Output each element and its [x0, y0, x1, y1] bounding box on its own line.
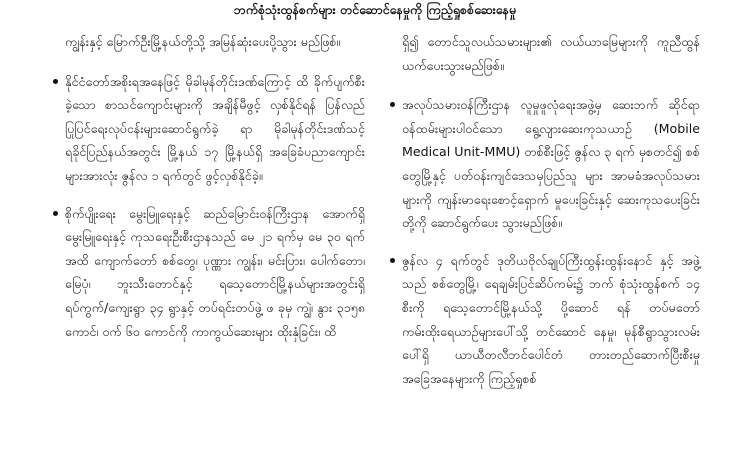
right-bullet-item — [402, 249, 700, 391]
bullet-text: ဇွန်လ ၄ ရက်တွင် ဒုတိယဗိုလ်ချုပ်ကြီးထွန်းထွန်းနောင် နှင့် အဖွဲ့သည် စစ်တွေမြို့၊ ရေချမ်းပြင်ဆိပ်ကမ်း၌ ဘက် စုံသုံးထွန်စက် ၁၄ စီးကို ရသေ့တောင်မြို့နယ်သို့ ပို့ဆောင် ရန် တပ်မတော်ကမ်းထိုးရေယာဉ်များပေါ်သို့ တင်ဆောင် နေမှု၊ မုန်စီရွာသွားလမ်းပေါ်ရှိ ယာယီတလီဘင်ပေါင်တံ တားတည်ဆောက်ပြီးစီးမှုအခြေအနေများကို ကြည့်ရှုစစ် — [402, 252, 700, 386]
bullet-text: အလုပ်သမားဝန်ကြီးဌာန လူမှုဖူလုံရေးအဖွဲ့မှ ဆေးဘက် ဆိုင်ရာဝန်ထမ်းများပါဝင်သော ရွေ့လျားဆေးကုသယာဉ် (Mobile Medical Unit-MMU) တစ်စီးဖြင့် ဇွန်လ ၃ ရက် မှစတင်၍ စစ်တွေမြို့နှင့် ပတ်ဝန်းကျင်ဒေသမှပြည်သူ များ အာမခံအလုပ်သမားများကို ကျန်းမာရေးစောင့်ရှောက် မှုပေးခြင်းနှင့် ဆေးကုသပေးခြင်းတို့ကို ဆောင်ရွက်ပေး သွားမည်ဖြစ်။ — [402, 97, 700, 231]
left-bullet-item — [65, 202, 365, 344]
right-continuation-paragraph: ရှိ၍ တောင်သူလယ်သမားများ၏ လယ်ယာမြေများကို ကူညီထွန်ယက်ပေးသွားမည်ဖြစ်။ — [402, 34, 700, 73]
bullet-text: စိုက်ပျိုးရေး မွေးမြူရေးနှင့် ဆည်မြောင်းဝန်ကြီးဌာန အောက်ရှိ မွေးမြူရေးနှင့် ကုသရေးဦးစီးဌာနသည် မေ ၂၁ ရက်မှ မေ ၃၀ ရက်အထိ ကျောက်တော် စစ်တွေ၊ ပုဏ္ဏား ကျွန်း၊ မင်းပြား၊ ပေါက်တော၊ မြေပုံ၊ ဘူးသီးတောင်နှင့် ရသေ့တောင်မြို့နယ်များအတွင်းရှိ ရပ်ကွက်/ကျေးရွာ ၃၄ ရွာနှင့် တပ်ရင်းတပ်ဖွဲ့ ဖ ခုမှ ကျွဲ၊ နွား ၃၁၅၈ ကောင်၊ ဝက် ၆၀ ကောင်ကို ကာကွယ်ဆေးများ ထိုးနှံခြင်း၊ ထိ — [65, 205, 365, 339]
left-continuation-paragraph: ကျွန်းနှင့် မြောက်ဦးမြို့နယ်တို့သို့ အမြန်ဆုံးပေးပို့သွား မည်ဖြစ်။ — [65, 34, 341, 49]
right-bullet-item — [402, 93, 700, 235]
bullet-icon — [53, 79, 58, 84]
bullet-icon — [390, 102, 395, 107]
page-header: ဘက်စုံသုံးထွန်စက်များ တင်ဆောင်နေမှုကို ကြည့်ရှုစစ်ဆေးနေမှု — [233, 2, 517, 17]
left-column — [65, 30, 365, 357]
left-bullet-item — [65, 70, 365, 188]
bullet-text: နိုင်ငံတော်အစိုးရအနေဖြင့် မိုခါမုန်တိုင်းဒဏ်ကြောင့် ထိ ခိုက်ပျက်စီးခဲ့သော စာသင်ကျောင်းများကို အချိန်မီဖွင့် လှစ်နိုင်ရန် ပြန်လည်ပြုပြင်ရေးလုပ်ငန်းများဆောင်ရွက်ခဲ့ ရာ မိုခါမုန်တိုင်းဒဏ်သင့် ရခိုင်ပြည်နယ်အတွင်း မြို့နယ် ၁၇ မြို့နယ်ရှိ အခြေခံပညာကျောင်းများအားလုံး ဇွန်လ ၁ ရက်တွင် ဖွင့်လှစ်နိုင်ခဲ့။ — [65, 73, 365, 183]
bullet-icon — [390, 258, 395, 263]
right-column — [402, 30, 700, 404]
bullet-icon — [53, 211, 58, 216]
